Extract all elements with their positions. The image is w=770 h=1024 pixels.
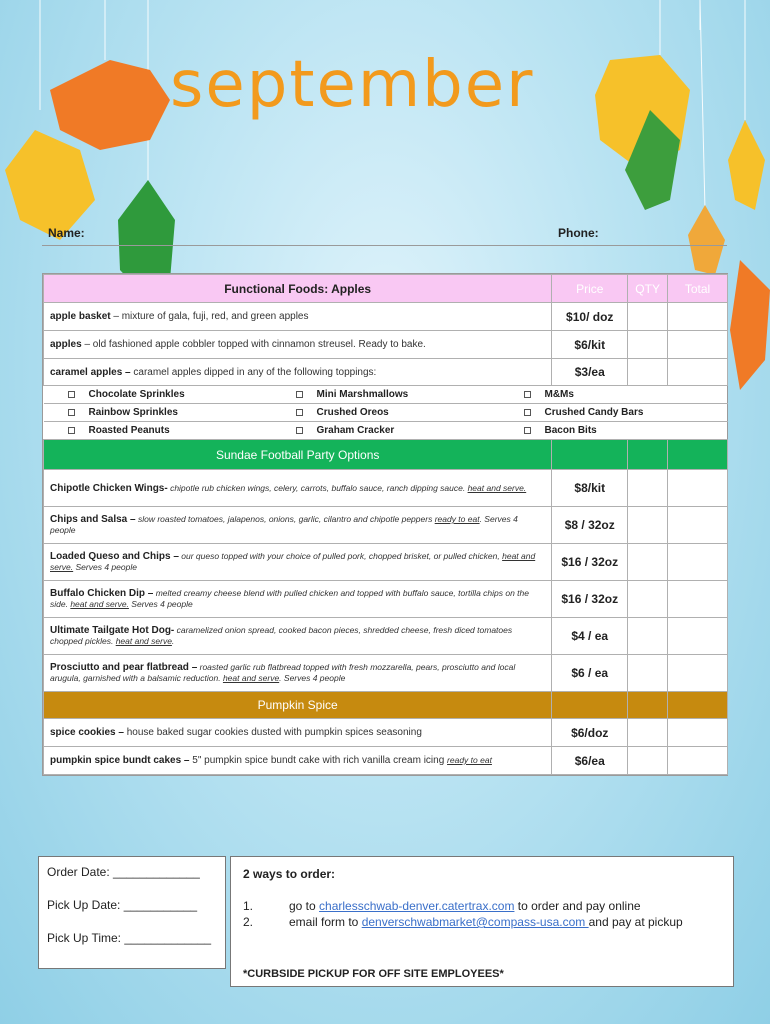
item-name: Chips and Salsa – [50,514,136,525]
apples-heading: Functional Foods: Apples [44,275,552,303]
item-serves: . Serves 4 people [50,514,518,535]
item-price: $3/ea [552,359,628,386]
topping-checkbox[interactable] [68,391,75,398]
item-name: Chipotle Chicken Wings- [50,482,168,494]
item-description: – mixture of gala, fuji, red, and green apples [110,311,309,322]
item-price: $6/kit [552,331,628,359]
page-title: september [170,48,535,122]
total-cell[interactable] [668,359,728,386]
topping-checkbox[interactable] [68,427,75,434]
topping-row [44,422,728,440]
item-description: melted creamy cheese blend with pulled chicken and topped with buffalo sauce, tortilla chips on the side. [50,588,529,609]
item-name: Loaded Queso and Chips – [50,551,179,562]
step-number: 1. [243,899,254,913]
menu-order-table [42,273,728,776]
order-step-1 [243,899,721,913]
total-cell[interactable] [668,719,728,747]
item-description: house baked sugar cookies dusted with pumpkin spices seasoning [123,727,422,738]
step-text: to order and pay online [514,899,641,913]
item-name: apples [50,339,82,350]
item-serves: . [171,636,175,646]
qty-cell[interactable] [628,581,668,618]
topping-row [44,404,728,422]
qty-cell[interactable] [628,655,668,692]
email-link[interactable]: denverschwabmarket@compass-usa.com [361,915,589,929]
qty-cell[interactable] [628,618,668,655]
item-description: caramelized onion spread, cooked bacon pieces, shredded cheese, fresh diced tomatoes chopped pickles. [50,625,513,646]
item-prep: heat and serve [115,636,172,646]
item-description: 5" pumpkin spice bundt cake with rich vanilla cream icing [189,755,448,766]
item-prep: heat and serve. [70,599,129,609]
topping-label: Rainbow Sprinkles [88,407,178,418]
sundae-header-row [44,440,728,470]
item-prep: ready to eat [434,514,480,524]
table-row [44,359,728,386]
qty-cell[interactable] [628,331,668,359]
ways-title: 2 ways to order: [243,867,336,881]
pumpkin-heading: Pumpkin Spice [44,692,552,719]
topping-checkbox[interactable] [524,427,531,434]
item-description: roasted garlic rub flatbread topped with fresh mozzarella, pears, prosciutto and local arugula, garnished with a balsamic reduction. [50,662,516,683]
catertrax-link[interactable]: charlesschwab-denver.catertrax.com [319,899,515,913]
item-name: Buffalo Chicken Dip – [50,588,154,599]
item-serves: . Serves 4 people [279,673,346,683]
qty-cell[interactable] [628,747,668,775]
total-column-header: Total [668,275,728,303]
total-cell[interactable] [668,747,728,775]
table-row [44,747,728,775]
item-price: $10/ doz [552,303,628,331]
item-price: $8 / 32oz [552,507,628,544]
qty-cell[interactable] [628,544,668,581]
item-price: $6/ea [552,747,628,775]
item-price: $4 / ea [552,618,628,655]
item-name: pumpkin spice bundt cakes – [50,755,190,766]
step-text: and pay at pickup [588,915,683,929]
item-prep: heat and serve. [50,551,536,572]
item-description: chipotle rub chicken wings, celery, carrots, buffalo sauce, ranch dipping sauce. [167,482,468,493]
table-row [44,470,728,507]
topping-label: M&Ms [544,389,574,400]
contact-row [42,224,727,246]
topping-checkbox[interactable] [524,409,531,416]
step-text: go to [289,899,320,913]
table-row [44,618,728,655]
topping-label: Graham Cracker [316,425,395,436]
item-price: $8/kit [552,470,628,507]
phone-label: Phone: [558,226,599,240]
item-description: – old fashioned apple cobbler topped with cinnamon streusel. Ready to bake. [81,339,426,350]
pickup-date-field[interactable]: Pick Up Date: ___________ [47,898,198,912]
item-description: slow roasted tomatoes, jalapenos, onions, garlic, cilantro and chipotle peppers [135,514,435,524]
item-name: caramel apples – [50,366,131,378]
order-dates-box [38,856,226,969]
qty-column-header: QTY [628,275,668,303]
qty-cell[interactable] [628,470,668,507]
item-serves: Serves 4 people [128,599,193,609]
item-prep: heat and serve. [467,482,527,493]
pickup-time-field[interactable]: Pick Up Time: _____________ [47,931,212,945]
order-step-2 [243,915,721,929]
topping-checkbox[interactable] [524,391,531,398]
total-cell[interactable] [668,618,728,655]
sundae-heading: Sundae Football Party Options [44,440,552,470]
price-column-header: Price [552,275,628,303]
topping-label: Bacon Bits [544,425,597,436]
topping-label: Roasted Peanuts [88,425,170,436]
topping-checkbox[interactable] [296,391,303,398]
total-cell[interactable] [668,544,728,581]
name-label: Name: [48,226,85,240]
table-row [44,719,728,747]
qty-cell[interactable] [628,359,668,386]
qty-cell[interactable] [628,507,668,544]
topping-label: Crushed Candy Bars [544,407,644,418]
table-row [44,331,728,359]
total-cell[interactable] [668,331,728,359]
item-serves: Serves 4 people [73,562,137,572]
item-prep: heat and serve [222,673,280,683]
item-price: $6 / ea [552,655,628,692]
item-price: $16 / 32oz [552,581,628,618]
step-text: email form to [289,915,362,929]
topping-label: Crushed Oreos [316,407,389,418]
topping-checkbox[interactable] [296,427,303,434]
total-cell[interactable] [668,581,728,618]
item-description: our queso topped with your choice of pulled pork, chopped brisket, or pulled chicken, [178,551,503,561]
item-name: spice cookies – [50,727,124,738]
total-cell[interactable] [668,507,728,544]
item-name: Ultimate Tailgate Hot Dog- [50,625,175,636]
table-row [44,507,728,544]
apples-header-row [44,275,728,303]
qty-cell[interactable] [628,719,668,747]
topping-row [44,386,728,404]
item-prep: ready to eat [447,755,492,765]
order-date-field[interactable]: Order Date: _____________ [47,865,200,879]
item-name: apple basket [50,311,111,322]
ordering-instructions-box [230,856,734,987]
table-row [44,303,728,331]
topping-label: Mini Marshmallows [316,389,409,400]
item-description: caramel apples dipped in any of the following toppings: [130,366,377,378]
step-number: 2. [243,915,254,929]
item-price: $6/doz [552,719,628,747]
pumpkin-header-row [44,692,728,719]
qty-cell[interactable] [628,303,668,331]
total-cell[interactable] [668,655,728,692]
topping-checkbox[interactable] [296,409,303,416]
topping-checkbox[interactable] [68,409,75,416]
total-cell[interactable] [668,470,728,507]
total-cell[interactable] [668,303,728,331]
table-row [44,655,728,692]
table-row [44,544,728,581]
topping-label: Chocolate Sprinkles [88,389,185,400]
item-price: $16 / 32oz [552,544,628,581]
table-row [44,581,728,618]
item-name: Prosciutto and pear flatbread – [50,662,198,673]
curbside-note: *CURBSIDE PICKUP FOR OFF SITE EMPLOYEES* [243,968,504,980]
